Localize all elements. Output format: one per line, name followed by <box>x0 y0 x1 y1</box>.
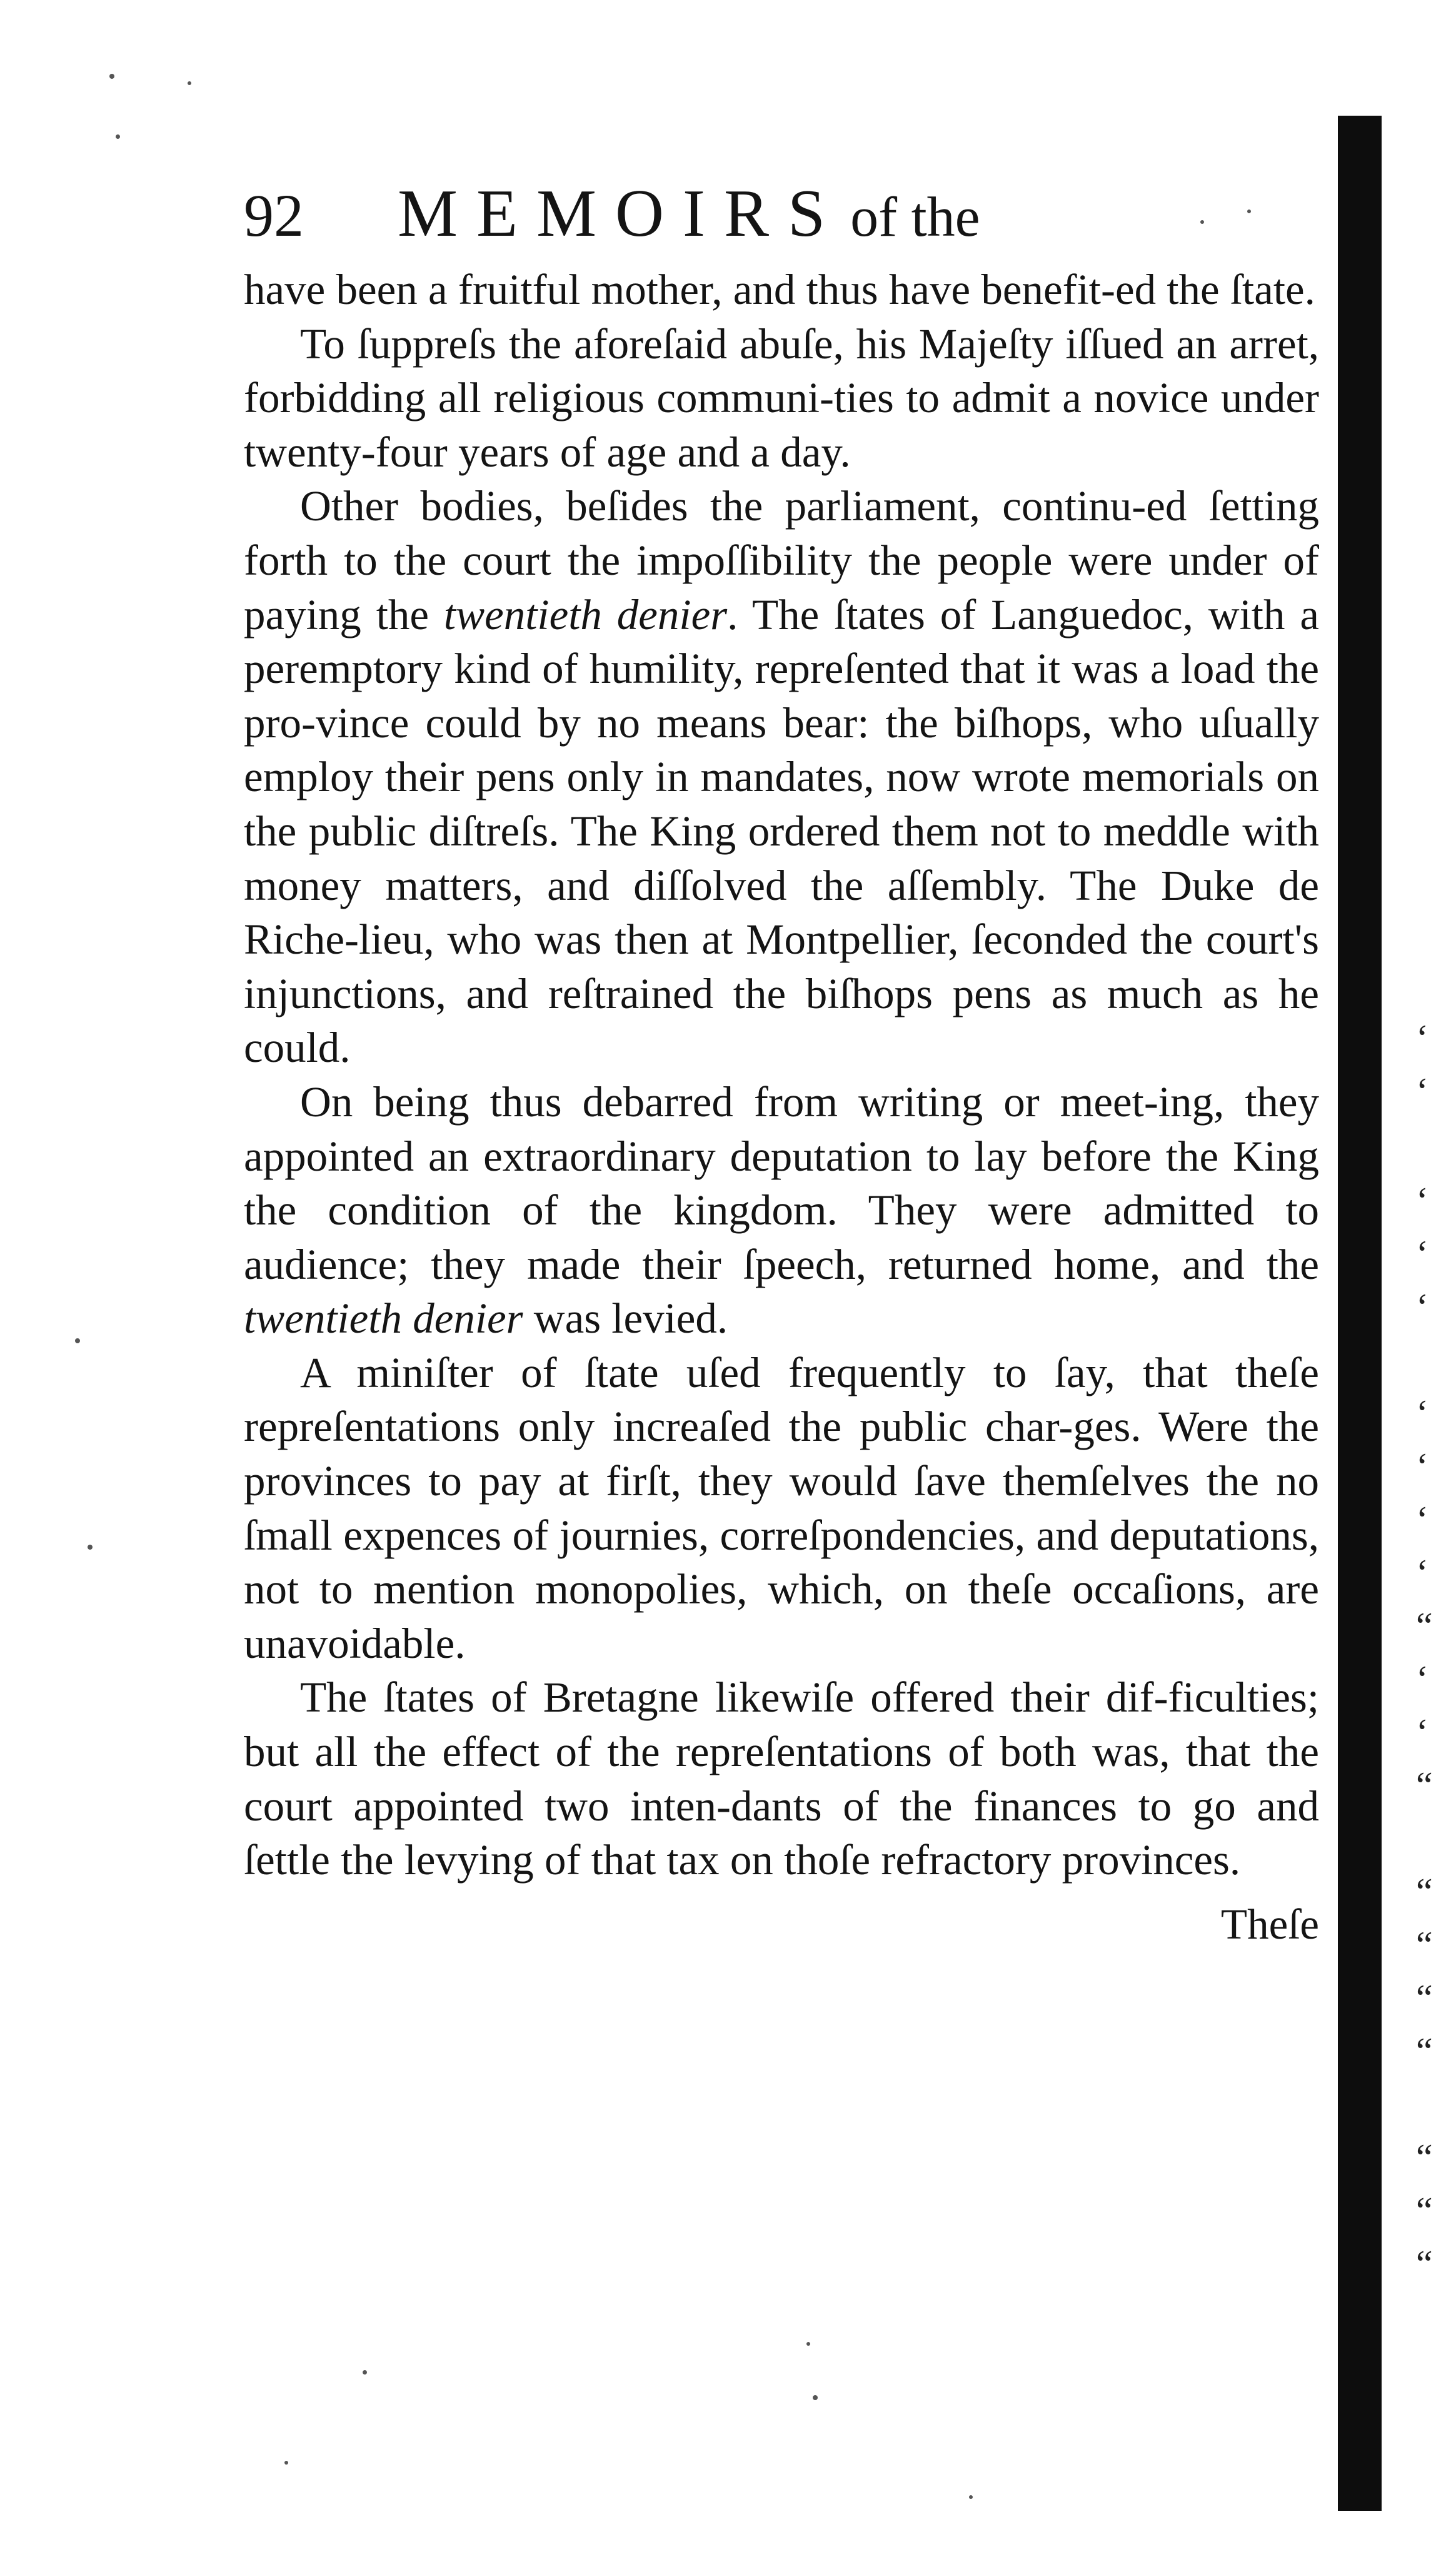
scan-speck <box>284 2461 288 2465</box>
text-run: The ſtates of Bretagne likewiſe offered their dif-ficulties; but all the effect of the repreſentations of both was, that the court appointed two inten-dants of the finances to go and ſettle the levying of that tax on thoſe refractory provinces. <box>244 1673 1319 1884</box>
text-run: was levied. <box>523 1295 728 1343</box>
margin-quote-mark: ‘ <box>1416 1233 1428 1274</box>
scan-speck <box>75 1338 80 1343</box>
scan-speck <box>363 2370 367 2375</box>
italic-term: twentieth denier <box>443 590 728 638</box>
margin-quote-mark: ‘ <box>1416 1071 1428 1112</box>
margin-quote-mark: “ <box>1416 1765 1433 1806</box>
margin-quote-mark: ‘ <box>1416 1180 1428 1221</box>
catchword: Theſe <box>1220 1900 1319 1948</box>
text-run: To ſuppreſs the aforeſaid abuſe, his Majeſty iſſued an arret, forbidding all religious communi-ties to admit a novice under twenty-four years of age and a day. <box>244 320 1319 476</box>
scan-speck <box>188 81 191 85</box>
scan-speck <box>813 2395 818 2400</box>
scan-speck <box>1247 209 1251 213</box>
scan-speck <box>88 1545 93 1550</box>
margin-quote-marks <box>1416 0 1453 2564</box>
running-title: MEMOIRS <box>398 176 845 251</box>
margin-quote-mark: ‘ <box>1416 1552 1428 1593</box>
running-title-suffix: of the <box>850 186 980 248</box>
text-run: have been a fruitful mother, and thus have benefit-ed the ſtate. <box>244 266 1315 313</box>
paragraph-3 <box>244 479 1319 1075</box>
margin-quote-mark: ‘ <box>1416 1446 1428 1487</box>
margin-quote-mark: ‘ <box>1416 1658 1428 1700</box>
margin-quote-mark: “ <box>1416 2243 1433 2284</box>
scan-speck <box>109 74 114 79</box>
margin-quote-mark: ‘ <box>1416 1017 1428 1059</box>
margin-quote-mark: ‘ <box>1416 1393 1428 1434</box>
margin-quote-mark: “ <box>1416 2190 1433 2231</box>
margin-quote-mark: “ <box>1416 1977 1433 2019</box>
margin-quote-mark: “ <box>1416 1924 1433 1966</box>
text-run: Other bodies, beſides the parliament, continu-ed ſetting forth to the court the impoſſibility the people were under of paying the <box>244 482 1319 638</box>
margin-quote-mark: “ <box>1416 1871 1433 1912</box>
margin-quote-mark: “ <box>1416 1605 1433 1647</box>
paragraph-2 <box>244 317 1319 480</box>
page-number: 92 <box>244 182 304 249</box>
margin-quote-mark: ‘ <box>1416 1712 1428 1753</box>
margin-quote-mark: ‘ <box>1416 1286 1428 1328</box>
paragraph-6 <box>244 1670 1319 1887</box>
text-run: A miniſter of ſtate uſed frequently to ſay, that theſe repreſentations only increaſed the public char-ges. Were the provinces to pay at firſt, they would ſave themſelves the no ſmall expences of journies, correſpondencies, and deputations, not to mention monopolies, which, on theſe occaſions, are unavoidable. <box>244 1348 1319 1667</box>
scan-speck <box>116 134 120 139</box>
italic-term: twentieth denier <box>244 1295 523 1343</box>
text-run: On being thus debarred from writing or meet-ing, they appointed an extraordinary deputation to lay before the King the condition of the kingdom. They were admitted to audience; they made their ſpeech, returned home, and the <box>244 1078 1319 1288</box>
margin-quote-mark: ‘ <box>1416 1499 1428 1540</box>
margin-quote-mark: “ <box>1416 2137 1433 2178</box>
gutter-shadow <box>1338 116 1382 2511</box>
scan-speck <box>806 2342 810 2346</box>
text-run: . The ſtates of Languedoc, with a peremptory kind of humility, repreſented that it was a load the pro-vince could by no means bear: the biſhops, who uſually employ their pens only in mandates, now wrote memorials on the public diſtreſs. The King ordered them not to meddle with money matters, and diſſolved the aſſembly. The Duke de Riche-lieu, who was then at Montpellier, ſeconded the court's injunctions, and reſtrained the biſhops pens as much as he could. <box>244 590 1319 1072</box>
paragraph-5 <box>244 1346 1319 1671</box>
running-head <box>244 175 1307 263</box>
body-text <box>244 263 1319 1887</box>
paragraph-1 <box>244 263 1319 317</box>
scan-speck <box>1200 220 1204 224</box>
scan-speck <box>969 2495 973 2499</box>
paragraph-4 <box>244 1075 1319 1346</box>
margin-quote-mark: “ <box>1416 2031 1433 2072</box>
